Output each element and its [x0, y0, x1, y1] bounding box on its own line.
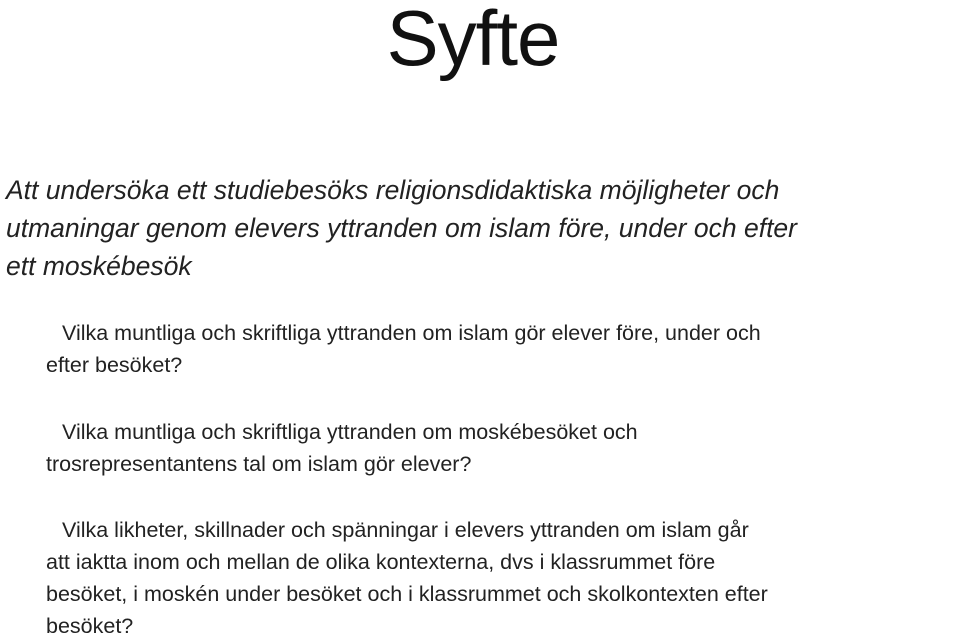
- purpose-line: utmaningar genom elevers yttranden om islam före, under och efter: [6, 213, 797, 243]
- question-line: Vilka muntliga och skriftliga yttranden om islam gör elever före, under och: [62, 321, 761, 345]
- question-line: besöket?: [46, 614, 134, 638]
- question-line: att iaktta inom och mellan de olika kontexterna, dvs i klassrummet före: [46, 550, 716, 574]
- question-line: trosrepresentantens tal om islam gör elever?: [46, 452, 472, 476]
- question-line: besöket, i moskén under besöket och i klassrummet och skolkontexten efter: [46, 582, 768, 606]
- research-question-3: [46, 514, 960, 642]
- purpose-line: Att undersöka ett studiebesöks religionsdidaktiska möjligheter och: [6, 175, 780, 205]
- question-line: Vilka muntliga och skriftliga yttranden om moskébesöket och: [62, 420, 638, 444]
- question-line: Vilka likheter, skillnader och spänningar i elevers yttranden om islam går: [62, 518, 749, 542]
- purpose-line: ett moskébesök: [6, 251, 192, 281]
- purpose-statement: [6, 171, 946, 285]
- question-line: efter besöket?: [46, 353, 183, 377]
- research-question-2: [46, 416, 960, 480]
- research-question-1: [46, 317, 960, 381]
- slide-title: Syfte: [386, 0, 560, 82]
